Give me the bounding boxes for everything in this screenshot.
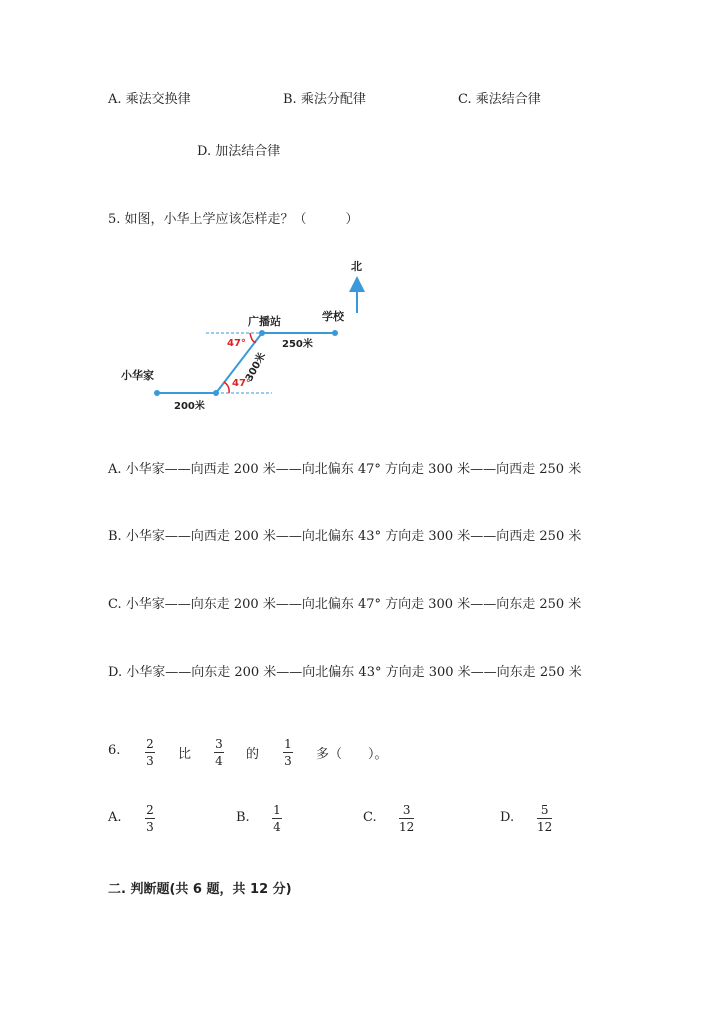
label-dist-300: 300米: [243, 350, 269, 384]
q6-word-bi: 比: [178, 747, 192, 762]
point-home: [154, 390, 160, 396]
label-north: 北: [351, 260, 362, 273]
q4-option-b: B. 乘法分配律: [283, 92, 366, 107]
q6-option-d-fraction: 5 12: [537, 803, 553, 834]
q6-option-a-fraction: 2 3: [146, 803, 154, 834]
q6-option-d-label: D.: [500, 810, 515, 825]
label-dist-250: 250米: [282, 339, 313, 350]
q5-option-c: C. 小华家——向东走 200 米——向北偏东 47° 方向走 300 米——向东走 250 米: [108, 597, 582, 612]
q6-word-de: 的: [246, 747, 260, 762]
q6-number: 6.: [108, 743, 121, 758]
q6-option-c-fraction: 3 12: [399, 803, 415, 834]
q6-option-c-label: C.: [363, 810, 377, 825]
q5-option-b: B. 小华家——向西走 200 米——向北偏东 43° 方向走 300 米——向西走 250 米: [108, 529, 582, 544]
q6-fraction-3: 1 3: [284, 737, 292, 768]
q5-option-a: A. 小华家——向西走 200 米——向北偏东 47° 方向走 300 米——向西走 250 米: [108, 462, 582, 477]
q4-option-d: D. 加法结合律: [197, 144, 281, 159]
q6-fraction-2: 3 4: [215, 737, 223, 768]
q6-option-b-label: B.: [236, 810, 250, 825]
label-home: 小华家: [121, 369, 154, 382]
label-station: 广播站: [248, 315, 281, 328]
section-heading-true-false: 二. 判断题(共 6 题，共 12 分): [108, 882, 292, 897]
q5-option-d: D. 小华家——向东走 200 米——向北偏东 43° 方向走 300 米——向东走 250 米: [108, 665, 582, 680]
route-diagram: [0, 0, 720, 430]
label-angle-top: 47°: [227, 338, 246, 349]
q6-word-duo: 多（ ）。: [316, 747, 388, 762]
q6-option-a-label: A.: [108, 810, 122, 825]
label-dist-200: 200米: [174, 401, 205, 412]
q5-stem: 5. 如图，小华上学应该怎样走？（ ）: [108, 212, 359, 227]
angle-arc-bottom: [224, 382, 229, 393]
point-station: [259, 330, 265, 336]
q6-fraction-1: 2 3: [146, 737, 154, 768]
label-angle-bottom: 47°: [232, 378, 251, 389]
q4-option-a: A. 乘法交换律: [108, 92, 191, 107]
q4-option-c: C. 乘法结合律: [458, 92, 541, 107]
point-turn: [213, 390, 219, 396]
label-school: 学校: [322, 310, 344, 323]
point-school: [332, 330, 338, 336]
q6-option-b-fraction: 1 4: [273, 803, 281, 834]
